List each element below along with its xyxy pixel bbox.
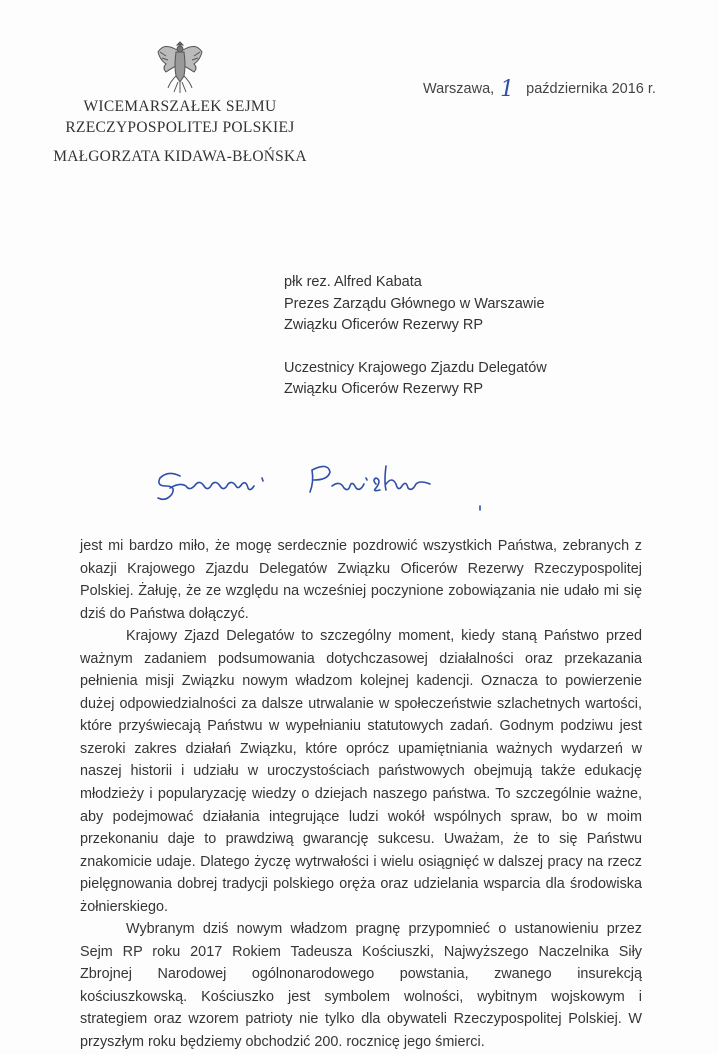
addressee-line: Związku Oficerów Rezerwy RP: [284, 317, 484, 333]
body-paragraph: jest mi bardzo miło, że mogę serdecznie pozdrowić wszystkich Państwa, zebranych z okazji Krajowego Zjazdu Delegatów Związku Oficerów Rezerwy Rzeczypospolitej Polskiej. Żałuję, że ze względu na wcześniej poczynione zobowiązania nie udało mi się dziś do Państwa dołączyć.: [80, 538, 642, 622]
addressee-line: płk rez. Alfred Kabata: [284, 274, 422, 290]
letterhead-subtitle: RZECZYPOSPOLITEJ POLSKIEJ: [65, 119, 295, 136]
date-line: [423, 77, 656, 102]
date-city: Warszawa,: [423, 81, 495, 97]
addressee-line: Uczestnicy Krajowego Zjazdu Delegatów: [284, 359, 547, 376]
letterhead-name: MAŁGORZATA KIDAWA-BŁOŃSKA: [53, 148, 307, 165]
addressee-line: Związku Oficerów Rezerwy RP: [284, 381, 484, 397]
body-paragraph: Wybranym dziś nowym władzom pragnę przypomnieć o ustanowieniu przez Sejm RP roku 2017 Rokiem Tadeusza Kościuszki, Najwyższego Naczelnika Siły Zbrojnej Narodowej ogólnonarodowego powstania, zwanego insurekcją kościuszkowską. Kościuszko jest symbolem wolności, wybitnym wojskowym i strategiem oraz wzorem patrioty nie tylko dla obywateli Rzeczypospolitej Polskiej. W przyszłym roku będziemy obchodzić 200. rocznicę jego śmierci.: [80, 921, 642, 1051]
addressee-block-primary: [284, 272, 547, 337]
date-day-handwritten: 1: [500, 77, 515, 102]
body-paragraph: Krajowy Zjazd Delegatów to szczególny moment, kiedy staną Państwo przed ważnym zadaniem podsumowania dotychczasowej działalności oraz przekazania pełnienia misji Związku nowym władzom kolejnej kadencji. Oznacza to powierzenie dużej odpowiedzialności za dalsze utrwalanie w społeczeństwie szlachetnych wartości, które przyświecają Państwu w wypełnianiu statutowych zadań. Godnym podziwu jest szeroki zakres działań Związku, które oprócz upamiętniania ważnych wydarzeń w naszej historii i udziału w uroczystościach państwowych obejmują także edukację młodzieży i popularyzację wiedzy o dziejach naszego państwa. To szczególnie ważne, aby podejmować działania integrujące ludzi wokół wspólnych spraw, bo w moim przekonaniu daje to prawdziwą gwarancję sukcesu. Uważam, że to się Państwu znakomicie udaje. Dlatego życzę wytrwałości i wielu osiągnięć w dalszej pracy na rzecz pielęgnowania dobrej tradycji polskiego oręża oraz udzielania wsparcia dla środowiska żołnierskiego.: [80, 628, 642, 915]
handwritten-salutation: [150, 448, 490, 518]
letter-body: [80, 535, 642, 1054]
letterhead: [40, 96, 320, 167]
addressee-block-secondary: [284, 358, 547, 401]
letterhead-title: WICEMARSZAŁEK SEJMU: [83, 98, 277, 115]
polish-eagle-emblem-icon: [154, 38, 206, 94]
date-month-year: października 2016 r.: [526, 81, 656, 97]
addressee-line: Prezes Zarządu Głównego w Warszawie: [284, 295, 545, 312]
addressee: [284, 272, 547, 401]
